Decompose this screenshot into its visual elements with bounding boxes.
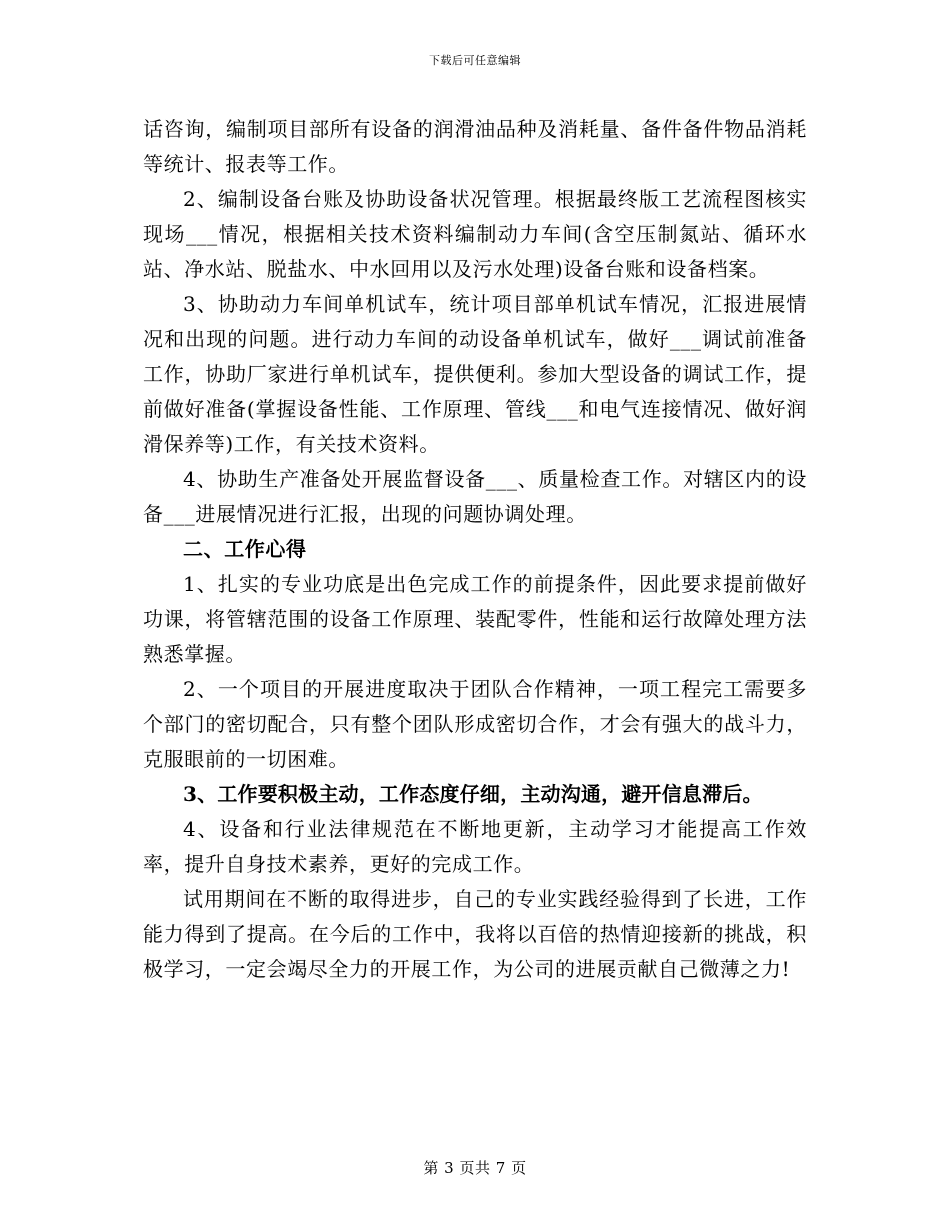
page-header: 下载后可任意编辑: [429, 54, 521, 67]
paragraph-item-2: 2、编制设备台账及协助设备状况管理。根据最终版工艺流程图核实现场___情况，根据相关技术资料编制动力车间(含空压制氮站、循环水站、净水站、脱盐水、中水回用以及污水处理)设备台账和设备档案。: [143, 187, 807, 281]
insight-item-4: 4、设备和行业法律规范在不断地更新，主动学习才能提高工作效率，提升自身技术素养，更好的完成工作。: [143, 817, 807, 876]
insight-item-3: 3、工作要积极主动，工作态度仔细，主动沟通，避开信息滞后。: [183, 782, 763, 806]
document-body: [143, 112, 807, 987]
closing-paragraph: 试用期间在不断的取得进步，自己的专业实践经验得到了长进，工作能力得到了提高。在今后的工作中，我将以百倍的热情迎接新的挑战，积极学习，一定会竭尽全力的开展工作，为公司的进展贡献自己微薄之力!: [143, 887, 807, 981]
paragraph-item-4: 4、协助生产准备处开展监督设备___、质量检查工作。对辖区内的设备___进展情况进行汇报，出现的问题协调处理。: [143, 467, 807, 526]
paragraph-continuation: 话咨询，编制项目部所有设备的润滑油品种及消耗量、备件备件物品消耗等统计、报表等工作。: [143, 117, 807, 176]
insight-item-1: 1、扎实的专业功底是出色完成工作的前提条件，因此要求提前做好功课，将管辖范围的设备工作原理、装配零件，性能和运行故障处理方法熟悉掌握。: [143, 572, 807, 666]
paragraph-item-3: 3、协助动力车间单机试车，统计项目部单机试车情况，汇报进展情况和出现的问题。进行动力车间的动设备单机试车，做好___调试前准备工作，协助厂家进行单机试车，提供便利。参加大型设备的调试工作，提前做好准备(掌握设备性能、工作原理、管线___和电气连接情况、做好润滑保养等)工作，有关技术资料。: [143, 292, 807, 456]
section-heading: 二、工作心得: [183, 537, 307, 561]
insight-item-2: 2、一个项目的开展进度取决于团队合作精神，一项工程完工需要多个部门的密切配合，只有整个团队形成密切合作，才会有强大的战斗力，克服眼前的一切困难。: [143, 677, 807, 771]
page-footer: 第 3 页共 7 页: [423, 1159, 527, 1177]
